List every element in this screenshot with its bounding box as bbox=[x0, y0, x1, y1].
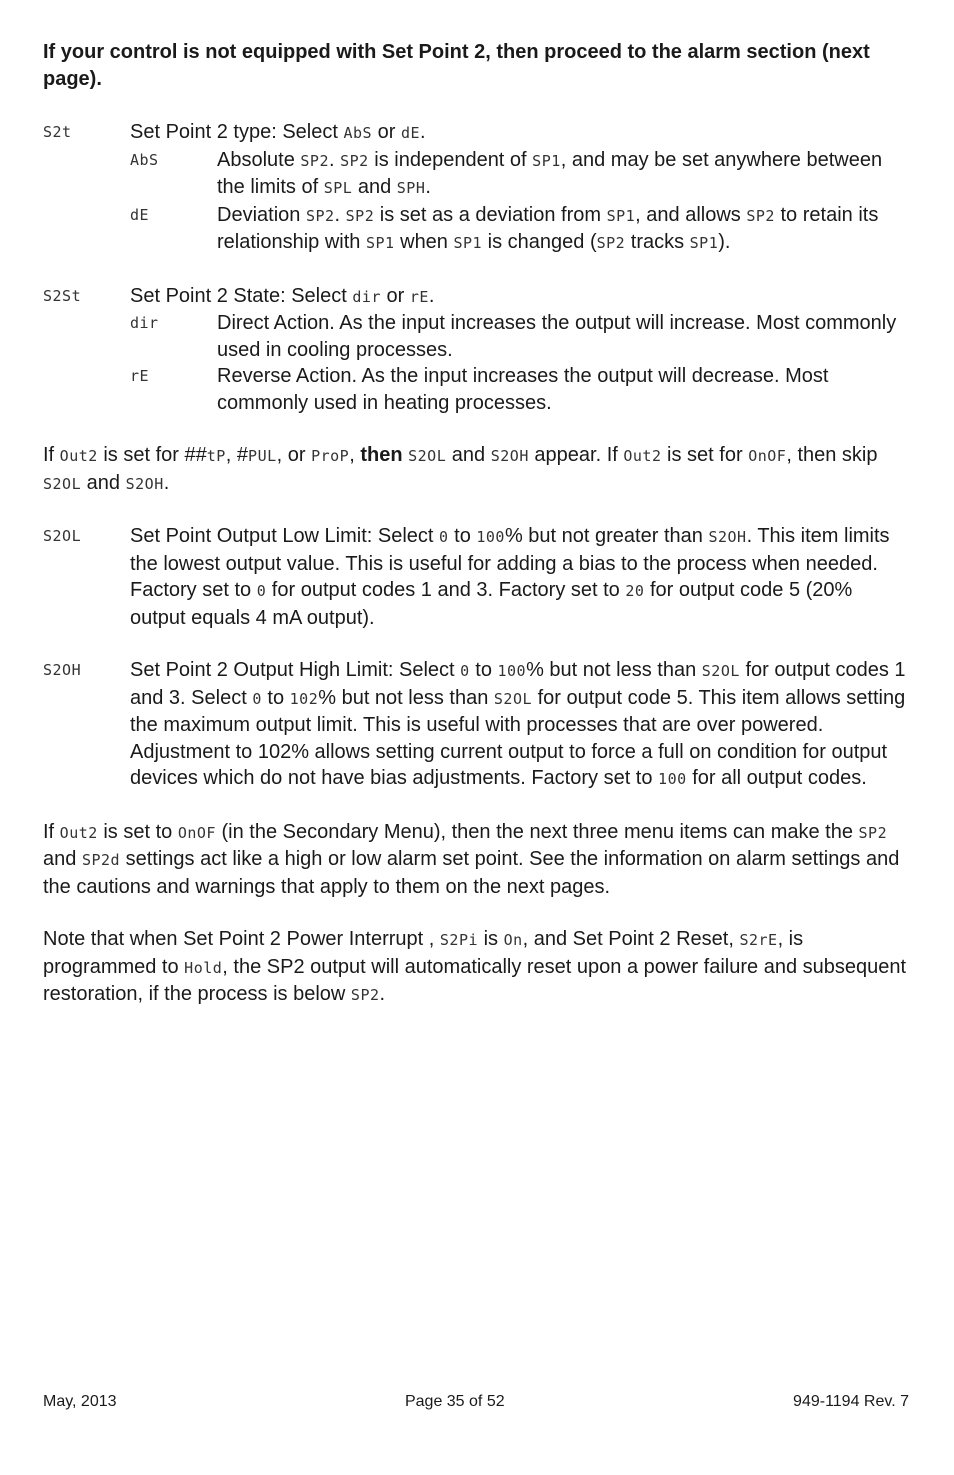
text: for all output codes. bbox=[686, 767, 867, 789]
text: Set Point 2 State: Select bbox=[130, 284, 353, 307]
footer-date: May, 2013 bbox=[43, 1393, 117, 1410]
option-description bbox=[217, 202, 913, 257]
text: . bbox=[334, 203, 346, 226]
lcd-value: SP1 bbox=[453, 234, 483, 252]
text: (in the Secondary Menu), then the next three menu items can make the bbox=[215, 820, 859, 843]
text: . bbox=[163, 471, 170, 494]
entry-s2st bbox=[43, 283, 913, 417]
option-description: Direct Action. As the input increases the output will increase. Most commonly used in cooling processes. bbox=[217, 312, 897, 361]
option-description: Reverse Action. As the input increases the output will decrease. Most commonly used in heating processes. bbox=[217, 365, 829, 414]
lcd-value: OnOF bbox=[748, 447, 787, 465]
menu-code: S2t bbox=[43, 123, 72, 141]
lcd-value: SP1 bbox=[532, 151, 561, 170]
text: , is programmed to bbox=[43, 928, 804, 978]
lcd-value: S2OL bbox=[43, 474, 82, 493]
lcd-value: S2OL bbox=[701, 662, 740, 680]
footer-page-number: Page 35 of 52 bbox=[404, 1393, 505, 1410]
text: or bbox=[372, 121, 401, 143]
text: and bbox=[81, 471, 126, 494]
text: to bbox=[448, 525, 477, 547]
lcd-value: Hold bbox=[184, 958, 223, 977]
lcd-value: 0 bbox=[439, 528, 449, 546]
text: for output codes 1 and 3. Factory set to bbox=[266, 579, 626, 601]
option-abs bbox=[130, 147, 913, 202]
text: and bbox=[43, 848, 82, 870]
lcd-value: 20 bbox=[625, 582, 645, 600]
intro-note: If your control is not equipped with Set Point 2, then proceed to the alarm section (next page). bbox=[43, 41, 870, 90]
text: , then skip bbox=[786, 444, 878, 466]
option-code: dir bbox=[130, 314, 159, 332]
text: tracks bbox=[625, 231, 690, 253]
text: and bbox=[352, 176, 397, 198]
lcd-value: SP1 bbox=[365, 234, 395, 252]
text: If bbox=[43, 820, 60, 843]
text: , and Set Point 2 Reset, bbox=[522, 928, 740, 950]
entry-body bbox=[130, 657, 913, 793]
lcd-value: SP2 bbox=[596, 234, 626, 252]
lcd-value: S2rE bbox=[739, 931, 778, 949]
text: % but not less than bbox=[318, 686, 494, 709]
text: for output codes 1 and 3. Select bbox=[130, 659, 906, 709]
lcd-value: dir bbox=[352, 287, 381, 306]
text: for output code 5. This item allows setting the maximum output limit. This is useful with processes that are over powered. Adjustment to 102% allows setting current output to force a full on condition for output devices which do not have bias adjustments. Factory set to bbox=[130, 686, 906, 789]
text: is independent of bbox=[368, 148, 533, 171]
lcd-value: SP2 bbox=[305, 206, 335, 225]
entry-body bbox=[130, 119, 913, 257]
lcd-value: S2OL bbox=[408, 447, 447, 465]
option-code: AbS bbox=[130, 150, 159, 169]
manual-page bbox=[43, 39, 913, 1035]
note-paragraph bbox=[43, 926, 913, 1009]
text: . bbox=[379, 983, 386, 1005]
lcd-value: SP2 bbox=[345, 206, 375, 225]
lcd-value: 100 bbox=[658, 770, 687, 788]
text: appear. If bbox=[528, 444, 624, 466]
text: . This item limits the lowest output value. This is useful for adding a bias to the process when needed. Factory set to bbox=[130, 525, 890, 601]
text: is set for bbox=[661, 444, 749, 466]
lcd-value: Out2 bbox=[623, 447, 662, 465]
text: Deviation bbox=[217, 203, 306, 226]
text: If bbox=[43, 444, 60, 466]
menu-code: S2OH bbox=[43, 661, 82, 679]
lcd-value: AbS bbox=[343, 124, 373, 142]
text: and bbox=[446, 444, 491, 466]
option-description bbox=[217, 147, 913, 202]
onof-paragraph bbox=[43, 819, 913, 901]
lcd-value: SP2 bbox=[350, 986, 380, 1004]
lcd-value: 0 bbox=[460, 662, 470, 680]
option-re bbox=[130, 363, 913, 416]
text: or bbox=[380, 284, 410, 307]
option-code: rE bbox=[130, 367, 150, 385]
entry-summary bbox=[130, 283, 913, 311]
text: , and allows bbox=[635, 203, 747, 226]
text: , and may be set anywhere between the limits of bbox=[217, 148, 883, 198]
lcd-value: S2OH bbox=[490, 447, 529, 465]
text: . bbox=[420, 121, 426, 143]
entry-s2t bbox=[43, 119, 913, 257]
option-de bbox=[130, 202, 913, 257]
lcd-value: rE bbox=[409, 287, 429, 306]
lcd-value: SPL bbox=[323, 179, 353, 197]
lcd-value: 100 bbox=[476, 528, 505, 546]
text: , bbox=[349, 444, 361, 466]
lcd-value: ProP bbox=[311, 447, 350, 465]
lcd-value: SP2 bbox=[858, 823, 888, 842]
text: % but not greater than bbox=[504, 525, 709, 547]
text: . bbox=[428, 284, 435, 307]
text: settings act like a high or low alarm set point. See the information on alarm settings and the cautions and warnings that apply to them on the next pages. bbox=[43, 848, 900, 898]
lcd-value: SP2 bbox=[340, 151, 369, 170]
lcd-value: S2Pi bbox=[439, 931, 479, 949]
lcd-value: SP1 bbox=[689, 234, 719, 252]
text: Set Point 2 type: Select bbox=[130, 121, 344, 143]
lcd-value: 0 bbox=[252, 689, 262, 708]
text: Set Point Output Low Limit: Select bbox=[130, 525, 440, 547]
text: Set Point 2 Output High Limit: Select bbox=[130, 659, 461, 681]
menu-code: S2OL bbox=[43, 527, 82, 545]
option-dir bbox=[130, 310, 913, 363]
entry-body bbox=[130, 523, 913, 631]
entry-summary bbox=[130, 119, 913, 147]
text: is bbox=[478, 928, 504, 950]
lcd-value: OnOF bbox=[177, 823, 216, 842]
lcd-value: 102 bbox=[289, 689, 319, 708]
text: to bbox=[469, 659, 498, 681]
lcd-value: S2OH bbox=[708, 528, 747, 546]
text: Absolute bbox=[217, 148, 301, 171]
lcd-value: SP2 bbox=[300, 151, 329, 170]
entry-s2ol bbox=[43, 523, 913, 631]
text: % but not less than bbox=[526, 659, 702, 681]
text: , or bbox=[276, 444, 312, 466]
text: . bbox=[328, 148, 341, 171]
lcd-value: tP bbox=[206, 447, 226, 465]
lcd-value: Out2 bbox=[59, 447, 98, 465]
text: is set for ## bbox=[97, 444, 207, 466]
text: is changed ( bbox=[482, 231, 597, 253]
text: is set to bbox=[97, 820, 178, 843]
text: when bbox=[394, 231, 454, 253]
text: is set as a deviation from bbox=[374, 203, 607, 226]
text: to retain its relationship with bbox=[217, 203, 879, 253]
option-code: dE bbox=[130, 205, 150, 224]
text: , # bbox=[225, 444, 249, 466]
footer-doc-number: 949-1194 Rev. 7 bbox=[793, 1393, 909, 1410]
lcd-value: PUL bbox=[248, 447, 277, 465]
lcd-value: 100 bbox=[497, 662, 527, 680]
lcd-value: SP2d bbox=[81, 851, 121, 869]
lcd-value: On bbox=[503, 931, 523, 949]
lcd-value: SPH bbox=[396, 179, 426, 197]
lcd-value: SP1 bbox=[606, 206, 636, 225]
lcd-value: SP2 bbox=[746, 206, 775, 225]
text: , the SP2 output will automatically reset upon a power failure and subsequent restoration, if the process is below bbox=[43, 955, 907, 1005]
page-footer bbox=[43, 1389, 909, 1416]
lcd-value: dE bbox=[400, 124, 421, 142]
text: for output code 5 (20% output equals 4 mA output). bbox=[130, 579, 853, 629]
text: to bbox=[261, 686, 290, 709]
text: ). bbox=[718, 231, 731, 253]
text: Note that when Set Point 2 Power Interrupt , bbox=[43, 928, 440, 950]
lcd-value: S2OH bbox=[125, 474, 164, 493]
lcd-value: Out2 bbox=[59, 823, 98, 842]
menu-code: S2St bbox=[43, 286, 82, 305]
entry-s2oh bbox=[43, 657, 913, 793]
entry-body bbox=[130, 283, 913, 417]
text: . bbox=[425, 176, 431, 198]
emphasis: then bbox=[360, 444, 403, 466]
lcd-value: 0 bbox=[256, 582, 267, 600]
lcd-value: S2OL bbox=[493, 689, 533, 708]
out2-paragraph bbox=[43, 442, 913, 497]
